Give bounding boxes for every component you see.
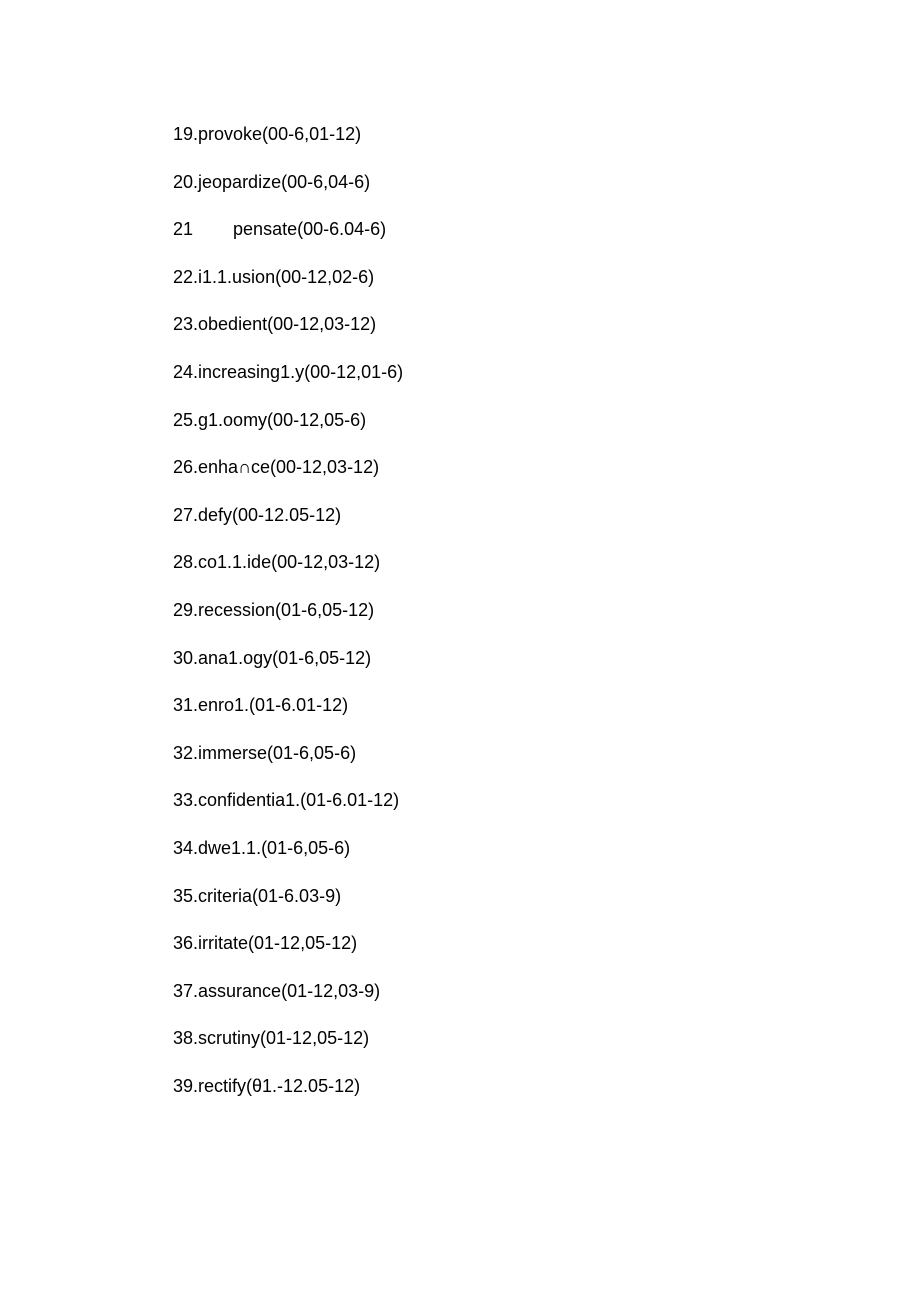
entry-text: 33.confidentia1.(01-6.01-12) — [173, 790, 400, 811]
list-item — [173, 122, 403, 170]
list-item — [173, 884, 403, 932]
list-item — [173, 979, 403, 1027]
entry-text: 34.dwe1.1.(01-6,05-6) — [173, 837, 351, 858]
entry-text: 28.co1.1.ide(00-12,03-12) — [173, 552, 381, 573]
entry-text: 38.scrutiny(01-12,05-12) — [173, 1028, 370, 1049]
entry-text: 35.criteria(01-6.03-9) — [173, 885, 342, 906]
entry-text: 30.ana1.ogy(01-6,05-12) — [173, 647, 372, 668]
list-item — [173, 788, 403, 836]
entry-text: 36.irritate(01-12,05-12) — [173, 933, 358, 954]
entry-text: 23.obedient(00-12,03-12) — [173, 314, 377, 335]
list-item — [173, 550, 403, 598]
list-item — [173, 265, 403, 313]
entry-text: 19.provoke(00-6,01-12) — [173, 124, 362, 144]
entry-text: 39.rectify(θ1.-12.05-12) — [173, 1075, 361, 1096]
entry-text: 24.increasing1.y(00-12,01-6) — [173, 361, 404, 382]
list-item — [173, 503, 403, 551]
entry-text: 32.immerse(01-6,05-6) — [173, 742, 357, 763]
list-item — [173, 836, 403, 884]
list-item — [173, 170, 403, 218]
list-item — [173, 646, 403, 694]
entry-text: 22.i1.1.usion(00-12,02-6) — [173, 266, 375, 287]
list-item — [173, 217, 403, 265]
list-item — [173, 693, 403, 741]
entry-text: 26.enha∩ce(00-12,03-12) — [173, 457, 380, 478]
list-item — [173, 1074, 403, 1122]
entry-text: 31.enro1.(01-6.01-12) — [173, 695, 349, 716]
list-item — [173, 1026, 403, 1074]
entry-text: 29.recession(01-6,05-12) — [173, 599, 375, 620]
list-item — [173, 741, 403, 789]
list-item — [173, 360, 403, 408]
vocabulary-list — [173, 122, 403, 1121]
entry-text: 20.jeopardize(00-6,04-6) — [173, 171, 371, 192]
entry-text: 27.defy(00-12.05-12) — [173, 504, 342, 525]
list-item — [173, 312, 403, 360]
list-item — [173, 408, 403, 456]
entry-number: 21 — [173, 219, 194, 240]
entry-text: 25.g1.oomy(00-12,05-6) — [173, 409, 367, 430]
list-item — [173, 455, 403, 503]
list-item — [173, 598, 403, 646]
entry-text: pensate(00-6.04-6) — [233, 219, 387, 240]
list-item — [173, 931, 403, 979]
entry-text: 37.assurance(01-12,03-9) — [173, 980, 381, 1001]
